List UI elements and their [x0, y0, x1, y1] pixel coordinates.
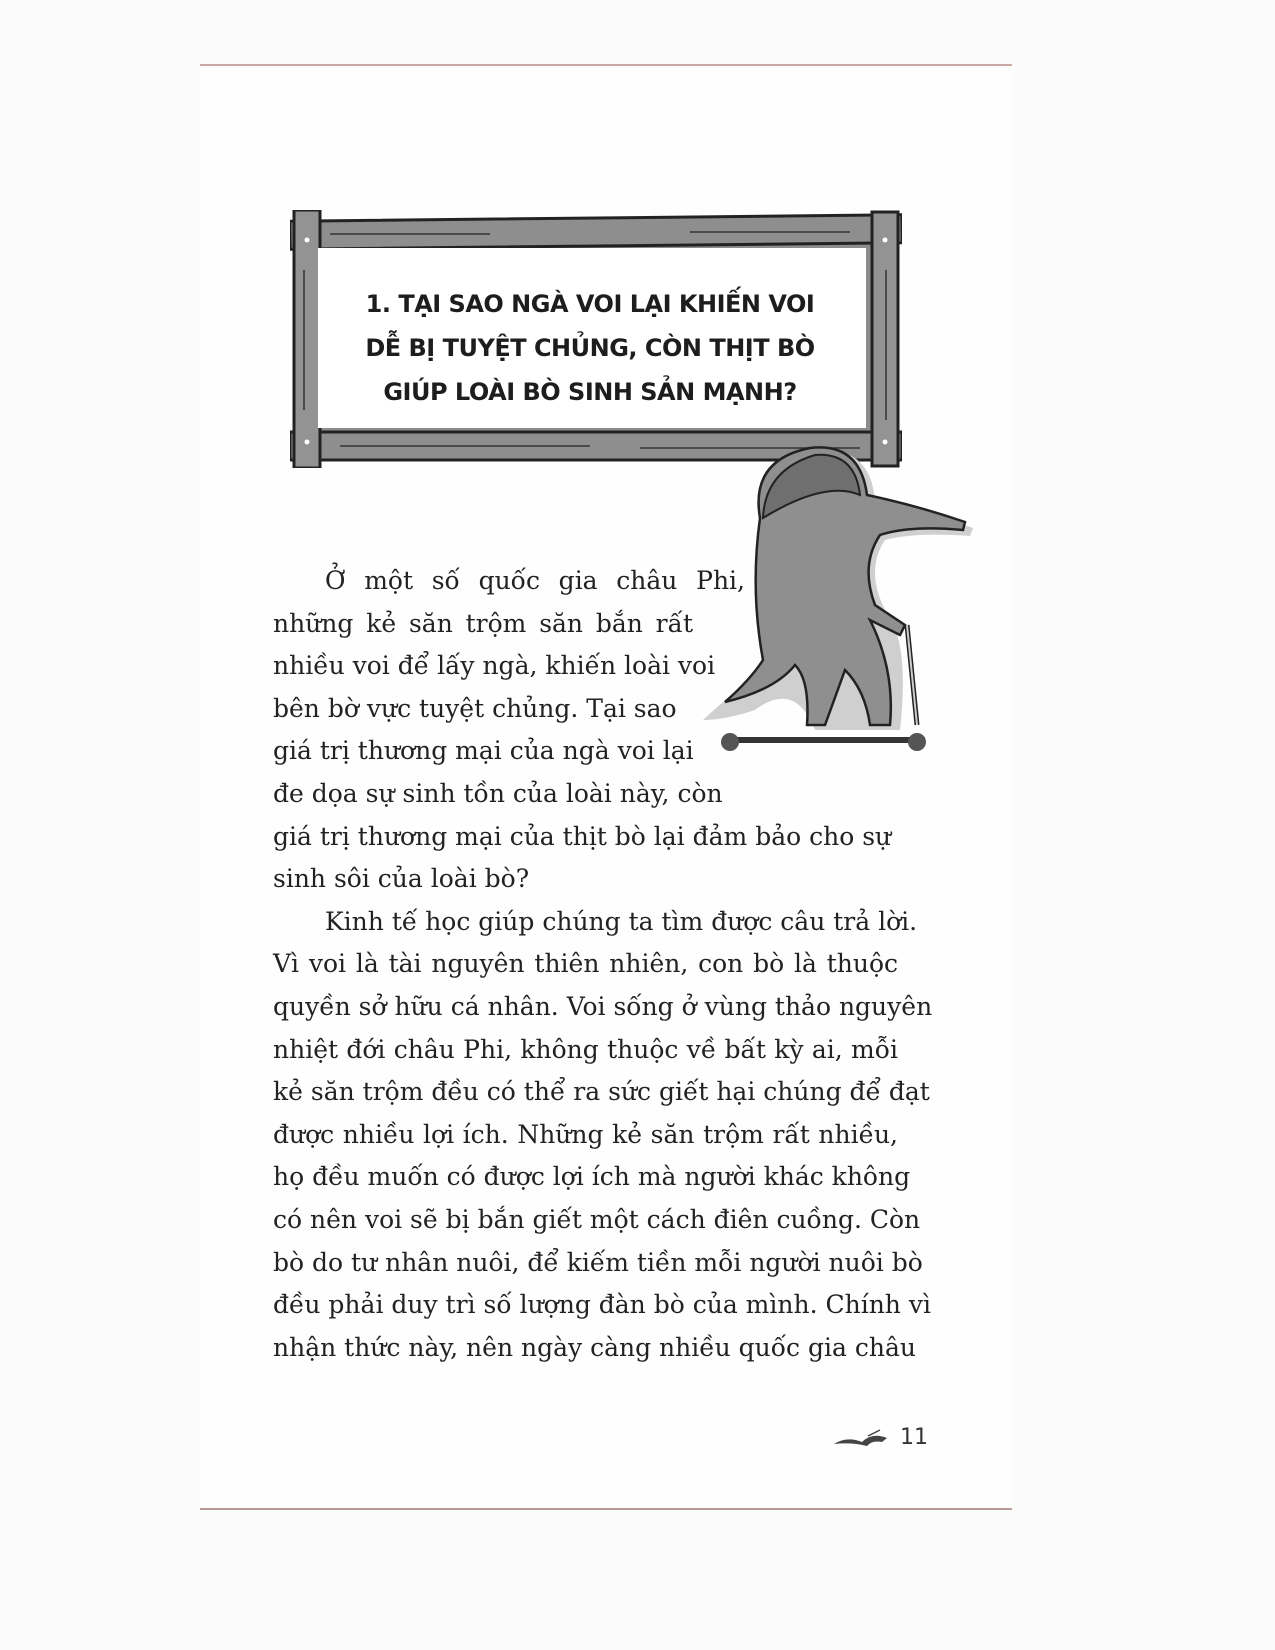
- text-line: kẻ săn trộm đều có thể ra sức giết hại chúng để đạt: [273, 1077, 930, 1107]
- text-line: có nên voi sẽ bị bắn giết một cách điên cuồng. Còn: [273, 1204, 921, 1234]
- page-ornament-icon: [832, 1428, 894, 1450]
- title-line: 1. TẠI SAO NGÀ VOI LẠI KHIẾN VOI: [365, 290, 815, 318]
- text-line: những kẻ săn trộm săn bắn rất: [273, 608, 693, 638]
- text-line: sinh sôi của loài bò?: [273, 864, 530, 894]
- text-line: đe dọa sự sinh tồn của loài này, còn: [273, 778, 723, 808]
- title-line: GIÚP LOÀI BÒ SINH SẢN MẠNH?: [383, 378, 797, 406]
- chapter-title: [330, 282, 850, 414]
- page-number: 11: [900, 1425, 928, 1450]
- text-line: đều phải duy trì số lượng đàn bò của mình. Chính vì: [273, 1290, 931, 1320]
- title-line: DỄ BỊ TUYỆT CHỦNG, CÒN THỊT BÒ: [365, 334, 815, 362]
- text-line: giá trị thương mại của ngà voi lại: [273, 736, 694, 766]
- text-line: được nhiều lợi ích. Những kẻ săn trộm rất nhiều,: [273, 1119, 898, 1149]
- text-line: họ đều muốn có được lợi ích mà người khác không: [273, 1162, 911, 1192]
- body-text: [273, 560, 933, 1369]
- text-line: bò do tư nhân nuôi, để kiếm tiền mỗi người nuôi bò: [273, 1247, 923, 1277]
- text-line: Kinh tế học giúp chúng ta tìm được câu trả lời.: [325, 906, 918, 936]
- text-line: nhận thức này, nên ngày càng nhiều quốc gia châu: [273, 1332, 916, 1362]
- text-line: quyền sở hữu cá nhân. Voi sống ở vùng thảo nguyên: [273, 991, 933, 1021]
- text-line: nhiều voi để lấy ngà, khiến loài voi: [273, 651, 716, 681]
- text-line: bên bờ vực tuyệt chủng. Tại sao: [273, 693, 677, 723]
- text-line: giá trị thương mại của thịt bò lại đảm bảo cho sự: [273, 821, 892, 851]
- text-line: nhiệt đới châu Phi, không thuộc về bất kỳ ai, mỗi: [273, 1034, 898, 1064]
- text-line: Ở một số quốc gia châu Phi,: [325, 566, 745, 595]
- text-line: Vì voi là tài nguyên thiên nhiên, con bò là thuộc: [273, 949, 898, 979]
